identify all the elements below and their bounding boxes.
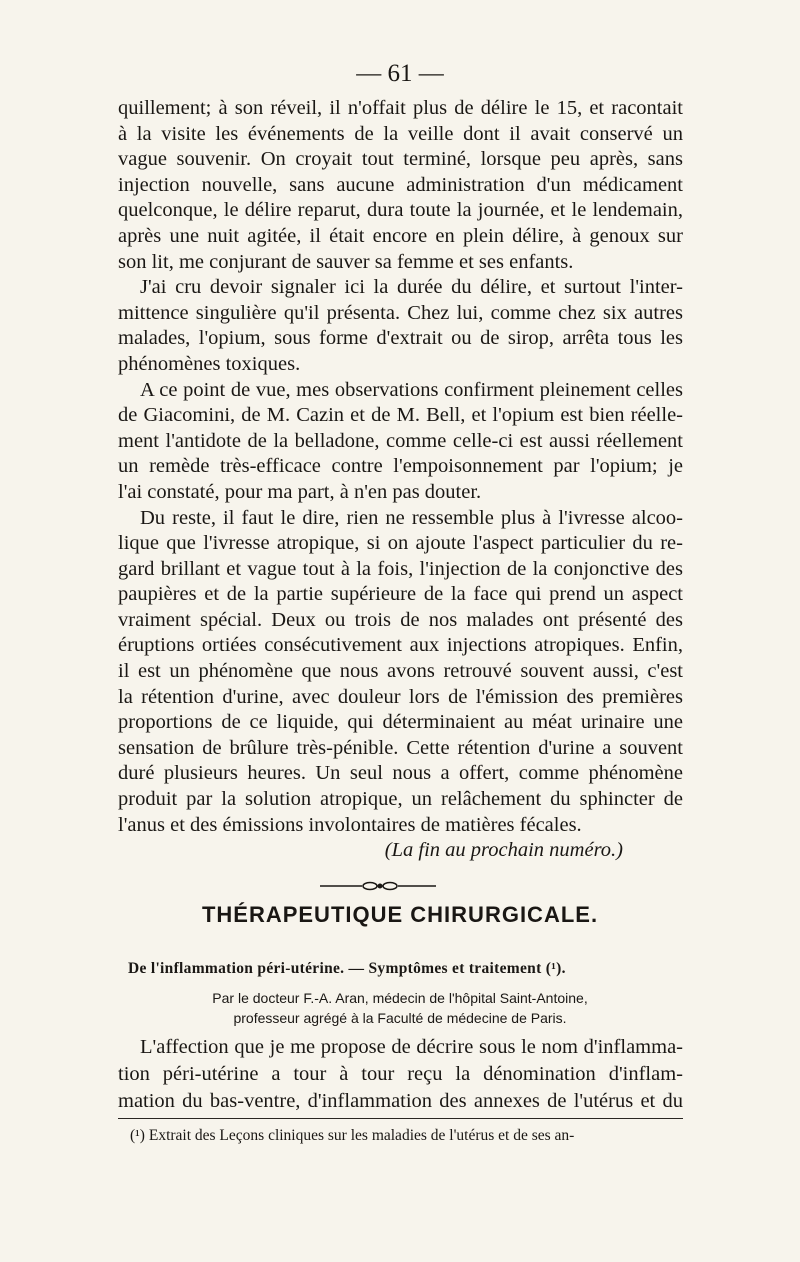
text-line: lique que l'ivresse atropique, si on ajoute l'aspect particulier du re- xyxy=(118,532,683,555)
text-line: injection nouvelle, sans aucune administration d'un médicament xyxy=(118,173,683,196)
text-line: à la visite les événements de la veille dont il avait conservé un xyxy=(118,122,683,145)
text-line: la rétention d'urine, avec douleur lors de l'émission des premières xyxy=(118,685,683,708)
article-subhead: De l'inflammation péri-utérine. — Symptômes et traitement (¹). xyxy=(128,960,566,977)
text-line: vraiment spécial. Deux ou trois de nos malades ont présenté des xyxy=(118,608,683,631)
text-line: J'ai cru devoir signaler ici la durée du délire, et surtout l'inter- xyxy=(140,276,683,299)
text-line: A ce point de vue, mes observations confirment pleinement celles xyxy=(140,378,683,401)
text-line: proportions de ce liquide, qui déterminaient au méat urinaire une xyxy=(118,711,683,734)
text-line: Du reste, il faut le dire, rien ne ressemble plus à l'ivresse alcoo- xyxy=(140,506,683,529)
section-title: THÉRAPEUTIQUE CHIRURGICALE. xyxy=(201,902,599,927)
author-byline xyxy=(0,988,800,1028)
byline-line: Par le docteur F.-A. Aran, médecin de l'hôpital Saint-Antoine, xyxy=(212,990,588,1006)
continuation-note: (La fin au prochain numéro.) xyxy=(384,839,623,862)
intro-text xyxy=(118,1034,683,1115)
text-line: l'anus et des émissions involontaires de matières fécales. xyxy=(118,813,582,836)
text-line: éruptions ortiées consécutivement aux injections atropiques. Enfin, xyxy=(118,634,683,657)
text-line: gard brillant et vague tout à la fois, l'injection de la conjonctive des xyxy=(118,557,683,580)
text-line: après une nuit agitée, il était encore en plein délire, à genoux sur xyxy=(118,224,683,247)
page-number: — 61 — xyxy=(356,60,444,87)
text-line: un remède très-efficace contre l'empoisonnement par l'opium; je xyxy=(118,455,683,478)
text-line: vague souvenir. On croyait tout terminé, lorsque peu après, sans xyxy=(118,148,683,171)
text-line: malades, l'opium, sous forme d'extrait ou de sirop, arrêta tous les xyxy=(118,327,683,350)
text-line: mation du bas-ventre, d'inflammation des annexes de l'utérus et du xyxy=(118,1090,683,1112)
footnote: (¹) Extrait des Leçons cliniques sur les maladies de l'utérus et de ses an- xyxy=(130,1127,575,1144)
text-line: son lit, me conjurant de sauver sa femme et ses enfants. xyxy=(118,250,574,273)
text-line: duré plusieurs heures. Un seul nous a offert, comme phénomène xyxy=(118,762,683,785)
byline-line: professeur agrégé à la Faculté de médecine de Paris. xyxy=(233,1010,567,1026)
text-line: ment l'antidote de la belladone, comme celle-ci est aussi réellement xyxy=(118,429,683,452)
text-line: il est un phénomène que nous avons retrouvé souvent aussi, c'est xyxy=(118,660,683,683)
text-line: produit par la solution atropique, un relâchement du sphincter de xyxy=(118,788,683,811)
text-line: sensation de brûlure très-pénible. Cette rétention d'urine a souvent xyxy=(118,736,683,759)
text-line: mittence singulière qu'il présenta. Chez lui, comme chez six autres xyxy=(118,301,683,324)
text-line: phénomènes toxiques. xyxy=(118,352,301,375)
body-text xyxy=(118,96,683,864)
text-line: l'ai constaté, pour ma part, à n'en pas douter. xyxy=(118,480,482,503)
text-line: paupières et de la partie supérieure de la face qui prend un aspect xyxy=(118,583,683,606)
divider-ornament xyxy=(318,880,438,892)
text-line: quillement; à son réveil, il n'offait plus de délire le 15, et racontait xyxy=(118,97,683,119)
text-line: tion péri-utérine a tour à tour reçu la dénomination d'inflam- xyxy=(118,1063,683,1085)
footnote-rule xyxy=(118,1118,683,1119)
text-line: L'affection que je me propose de décrire sous le nom d'inflamma- xyxy=(140,1036,683,1058)
text-line: quelconque, le délire reparut, dura toute la journée, et le lendemain, xyxy=(118,199,683,222)
text-line: de Giacomini, de M. Cazin et de M. Bell, et l'opium est bien réelle- xyxy=(118,404,683,427)
